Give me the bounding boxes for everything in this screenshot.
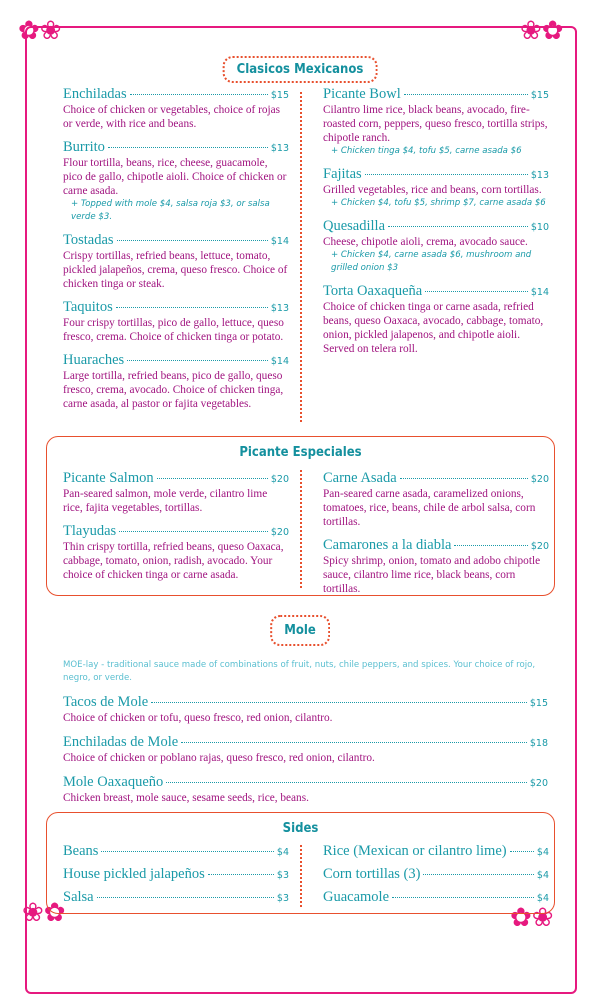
item-description: Chicken breast, mole sauce, sesame seeds, rice, beans. — [63, 792, 309, 804]
item-price: $15 — [530, 90, 549, 101]
dot-leader — [208, 874, 274, 875]
item-price: $14 — [530, 287, 549, 298]
item-name: Salsa — [63, 889, 94, 905]
item-header — [63, 843, 289, 860]
item-header — [63, 299, 289, 316]
clasicos-left-column — [63, 86, 289, 419]
menu-item — [63, 86, 289, 131]
item-name: Huaraches — [63, 352, 125, 368]
item-price: $13 — [270, 303, 289, 314]
menu-item — [323, 166, 549, 210]
item-name: Enchiladas — [63, 86, 127, 102]
item-description: Grilled vegetables, rice and beans, corn tortillas. — [323, 184, 542, 196]
item-name: Enchiladas de Mole — [63, 734, 179, 750]
item-name: Burrito — [63, 139, 105, 155]
especiales-right-column — [323, 470, 549, 604]
item-price: $20 — [529, 778, 548, 789]
item-price: $15 — [270, 90, 289, 101]
clasicos-right-column — [323, 86, 549, 364]
item-description: Flour tortilla, beans, rice, cheese, guacamole, pico de gallo, chipotle aioli. Choice of chicken or carne asada. — [63, 157, 287, 197]
item-name: Tacos de Mole — [63, 694, 149, 710]
section-title-mole: Mole — [270, 615, 330, 646]
dot-leader — [404, 94, 528, 95]
menu-item — [323, 86, 549, 158]
item-description: Pan-seared salmon, mole verde, cilantro lime rice, fajita vegetables, tortillas. — [63, 488, 268, 514]
item-name: Taquitos — [63, 299, 113, 315]
section-title-especiales: Picante Especiales — [239, 445, 362, 460]
dot-leader — [101, 851, 273, 852]
dot-leader — [130, 94, 268, 95]
especiales-left-column — [63, 470, 289, 590]
menu-item — [323, 470, 549, 529]
item-header — [63, 352, 289, 369]
item-price: $20 — [270, 527, 289, 538]
item-name: Tostadas — [63, 232, 114, 248]
menu-item — [63, 299, 289, 344]
item-header — [63, 470, 289, 487]
column-divider — [300, 470, 302, 588]
item-header — [323, 283, 549, 300]
item-header — [323, 866, 549, 883]
sides-right-column — [323, 843, 549, 912]
item-addon: + Chicken tinga $4, tofu $5, carne asada $6 — [331, 146, 522, 156]
item-header — [63, 523, 289, 540]
menu-item — [63, 734, 548, 765]
item-name: Carne Asada — [323, 470, 397, 486]
menu-item — [323, 537, 549, 596]
item-price: $4 — [276, 847, 289, 858]
item-description: Four crispy tortillas, pico de gallo, lettuce, queso fresco, crema. Choice of chicken tinga or potato. — [63, 317, 284, 343]
item-description: Large tortilla, refried beans, pico de gallo, queso fresco, crema, avocado. Choice of chicken tinga, carne asada, al pastor or fajita vegetables. — [63, 370, 284, 410]
item-addon: + Chicken $4, carne asada $6, mushroom and grilled onion $3 — [331, 250, 532, 273]
menu-item — [323, 889, 549, 906]
dot-leader — [151, 702, 527, 703]
dot-leader — [108, 147, 268, 148]
item-price: $14 — [270, 356, 289, 367]
item-price: $20 — [530, 474, 549, 485]
item-price: $4 — [536, 893, 549, 904]
item-name: Camarones a la diabla — [323, 537, 452, 553]
sides-left-column — [63, 843, 289, 912]
item-header — [323, 843, 549, 860]
item-price: $20 — [270, 474, 289, 485]
item-description: Choice of chicken or poblano rajas, queso fresco, red onion, cilantro. — [63, 752, 375, 764]
dot-leader — [392, 897, 534, 898]
item-price: $13 — [270, 143, 289, 154]
dot-leader — [454, 545, 527, 546]
dot-leader — [119, 531, 268, 532]
dot-leader — [181, 742, 527, 743]
dot-leader — [157, 478, 268, 479]
column-divider — [300, 845, 302, 907]
item-price: $4 — [536, 870, 549, 881]
menu-item — [63, 843, 289, 860]
menu-item — [323, 218, 549, 275]
mole-description: MOE-lay - traditional sauce made of combinations of fruit, nuts, chile peppers, and spices. Your choice of rojo, negro, or verde. — [63, 660, 536, 683]
menu-item — [63, 889, 289, 906]
item-description: Cheese, chipotle aioli, crema, avocado sauce. — [323, 236, 528, 248]
item-name: Torta Oaxaqueña — [323, 283, 423, 299]
menu-item — [63, 232, 289, 291]
item-addon: + Topped with mole $4, salsa roja $3, or salsa verde $3. — [71, 199, 270, 222]
item-name: Corn tortillas (3) — [323, 866, 421, 882]
item-name: Picante Bowl — [323, 86, 401, 102]
item-header — [63, 694, 548, 711]
menu-item — [63, 694, 548, 725]
item-description: Crispy tortillas, refried beans, lettuce, tomato, pickled jalapeños, crema, queso fresco. Choice of chicken tinga or steak. — [63, 250, 288, 290]
item-price: $18 — [529, 738, 548, 749]
item-name: Mole Oaxaqueño — [63, 774, 164, 790]
item-addon: + Chicken $4, tofu $5, shrimp $7, carne asada $6 — [331, 198, 546, 208]
item-price: $14 — [270, 236, 289, 247]
item-description: Cilantro lime rice, black beans, avocado, fire-roasted corn, peppers, queso fresco, tortilla strips, chipotle ranch. — [323, 104, 548, 144]
item-name: Picante Salmon — [63, 470, 154, 486]
flower-ornament-icon: ❀✿ — [22, 898, 66, 928]
menu-item — [63, 774, 548, 805]
menu-item — [63, 470, 289, 515]
item-header — [323, 889, 549, 906]
dot-leader — [117, 240, 268, 241]
menu-item — [323, 843, 549, 860]
item-price: $20 — [530, 541, 549, 552]
item-description: Choice of chicken or vegetables, choice of rojas or verde, with rice and beans. — [63, 104, 281, 130]
item-name: Beans — [63, 843, 99, 859]
item-description: Thin crispy tortilla, refried beans, queso Oaxaca, cabbage, tomato, onion, radish, avocado. Your choice of chicken tinga or carne asada. — [63, 541, 284, 581]
dot-leader — [510, 851, 534, 852]
item-price: $13 — [530, 170, 549, 181]
item-price: $3 — [276, 870, 289, 881]
item-name: Rice (Mexican or cilantro lime) — [323, 843, 507, 859]
item-price: $15 — [529, 698, 548, 709]
item-header — [63, 232, 289, 249]
menu-item — [63, 523, 289, 582]
item-name: House pickled jalapeños — [63, 866, 205, 882]
flower-ornament-icon: ✿❀ — [18, 16, 62, 46]
dot-leader — [166, 782, 527, 783]
menu-item — [63, 352, 289, 411]
item-description: Pan-seared carne asada, caramelized onions, tomatoes, rice, beans, chile de arbol salsa, corn tortillas. — [323, 488, 536, 528]
dot-leader — [97, 897, 274, 898]
flower-ornament-icon: ❀✿ — [520, 16, 564, 46]
column-divider — [300, 92, 302, 422]
item-name: Tlayudas — [63, 523, 117, 539]
item-header — [323, 166, 549, 183]
flower-ornament-icon: ✿❀ — [510, 903, 554, 933]
item-header — [323, 537, 549, 554]
menu-item — [63, 866, 289, 883]
item-price: $4 — [536, 847, 549, 858]
dot-leader — [116, 307, 268, 308]
item-header — [63, 86, 289, 103]
item-name: Quesadilla — [323, 218, 386, 234]
section-title-sides: Sides — [282, 821, 319, 836]
dot-leader — [127, 360, 268, 361]
section-title-clasicos: Clasicos Mexicanos — [223, 56, 378, 83]
item-description: Choice of chicken or tofu, queso fresco, red onion, cilantro. — [63, 712, 333, 724]
dot-leader — [388, 226, 528, 227]
item-header — [63, 734, 548, 751]
item-name: Fajitas — [323, 166, 362, 182]
item-description: Spicy shrimp, onion, tomato and adobo chipotle sauce, cilantro lime rice, black beans, corn tortillas. — [323, 555, 541, 595]
menu-item — [323, 866, 549, 883]
dot-leader — [425, 291, 528, 292]
item-price: $3 — [276, 893, 289, 904]
item-header — [323, 86, 549, 103]
item-name: Guacamole — [323, 889, 390, 905]
item-header — [323, 470, 549, 487]
item-header — [63, 889, 289, 906]
item-header — [63, 139, 289, 156]
menu-item — [63, 139, 289, 224]
item-description: Choice of chicken tinga or carne asada, refried beans, queso Oaxaca, avocado, cabbage, tomato, onion, pickled jalapenos, and chipotle aioli. Served on telera roll. — [323, 301, 544, 355]
menu-item — [323, 283, 549, 356]
item-header — [63, 774, 548, 791]
dot-leader — [400, 478, 528, 479]
item-header — [323, 218, 549, 235]
dot-leader — [423, 874, 533, 875]
item-price: $10 — [530, 222, 549, 233]
item-header — [63, 866, 289, 883]
mole-items — [63, 694, 548, 814]
dot-leader — [365, 174, 528, 175]
